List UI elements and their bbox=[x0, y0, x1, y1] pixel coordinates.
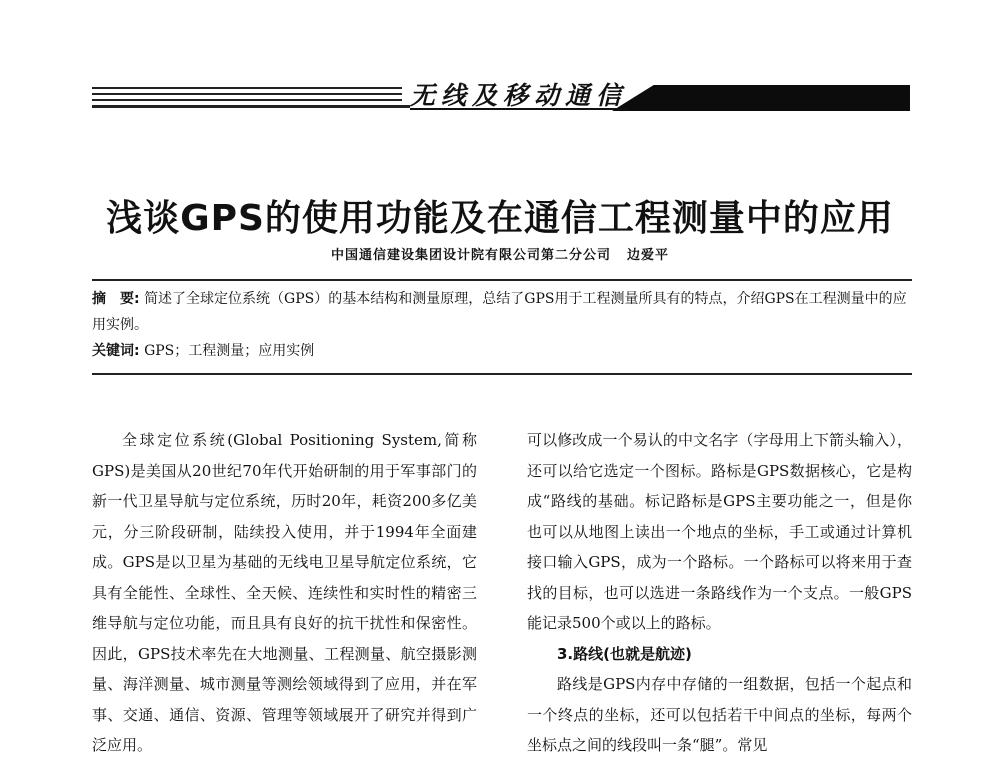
header-rule-line bbox=[92, 105, 410, 108]
keywords-label: 关键词: bbox=[92, 343, 140, 359]
section-title: 无线及移动通信 bbox=[410, 81, 628, 110]
article-title: 浅谈GPS的使用功能及在通信工程测量中的应用 bbox=[106, 198, 894, 239]
abstract-paragraph bbox=[92, 286, 912, 338]
affiliation: 中国通信建设集团设计院有限公司第二分公司 bbox=[330, 248, 611, 263]
body-paragraph: 可以修改成一个易认的中文名字（字母用上下箭头输入），还可以给它选定一个图标。路标是GPS数据核心，它是构成“路线的基础。标记路标是GPS主要功能之一，但是你也可以从地图上读出一个地点的坐标，手工或通过计算机接口输入GPS，成为一个路标。一个路标可以将来用于查找的目标，也可以选进一条路线作为一个支点。一般GPS能记录500个或以上的路标。 bbox=[527, 431, 912, 632]
header-rule-line bbox=[92, 99, 402, 101]
author-name: 边爱平 bbox=[627, 248, 670, 263]
byline bbox=[0, 244, 1000, 263]
body-column-left bbox=[92, 425, 477, 761]
keywords-text: GPS；工程测量；应用实例 bbox=[144, 343, 315, 359]
abstract-block bbox=[92, 286, 912, 364]
abstract-label: 摘 要: bbox=[92, 291, 140, 307]
keywords-line bbox=[92, 338, 912, 364]
abstract-text: 简述了全球定位系统（GPS）的基本结构和测量原理，总结了GPS用于工程测量所具有的特点，介绍GPS在工程测量中的应用实例。 bbox=[92, 291, 907, 333]
section-header bbox=[92, 80, 912, 114]
header-rule-line bbox=[92, 87, 402, 89]
header-rule-line bbox=[92, 93, 402, 95]
body-paragraph: 全球定位系统(Global Positioning System,简称GPS)是美国从20世纪70年代开始研制的用于军事部门的新一代卫星导航与定位系统，历时20年，耗资200多亿美元，分三阶段研制，陆续投入使用，并于1994年全面建成。GPS是以卫星为基础的无线电卫星导航定位系统，它具有全能性、全球性、全天候、连续性和实时性的精密三维导航与定位功能，而且具有良好的抗干扰性和保密性。因此，GPS技术率先在大地测量、工程测量、航空摄影测量、海洋测量、城市测量等测绘领域得到了应用，并在军事、交通、通信、资源、管理等领域展开了研究并得到广泛应用。 bbox=[92, 431, 477, 754]
body-column-right bbox=[527, 425, 912, 761]
abstract-bottom-rule bbox=[92, 373, 912, 375]
abstract-top-rule bbox=[92, 279, 912, 281]
body-paragraph: 路线是GPS内存中存储的一组数据，包括一个起点和一个终点的坐标，还可以包括若干中间点的坐标，每两个坐标点之间的线段叫一条“腿”。常见 bbox=[527, 675, 912, 754]
section-heading: 3.路线(也就是航迹) bbox=[557, 644, 692, 663]
header-black-bar bbox=[612, 85, 910, 111]
